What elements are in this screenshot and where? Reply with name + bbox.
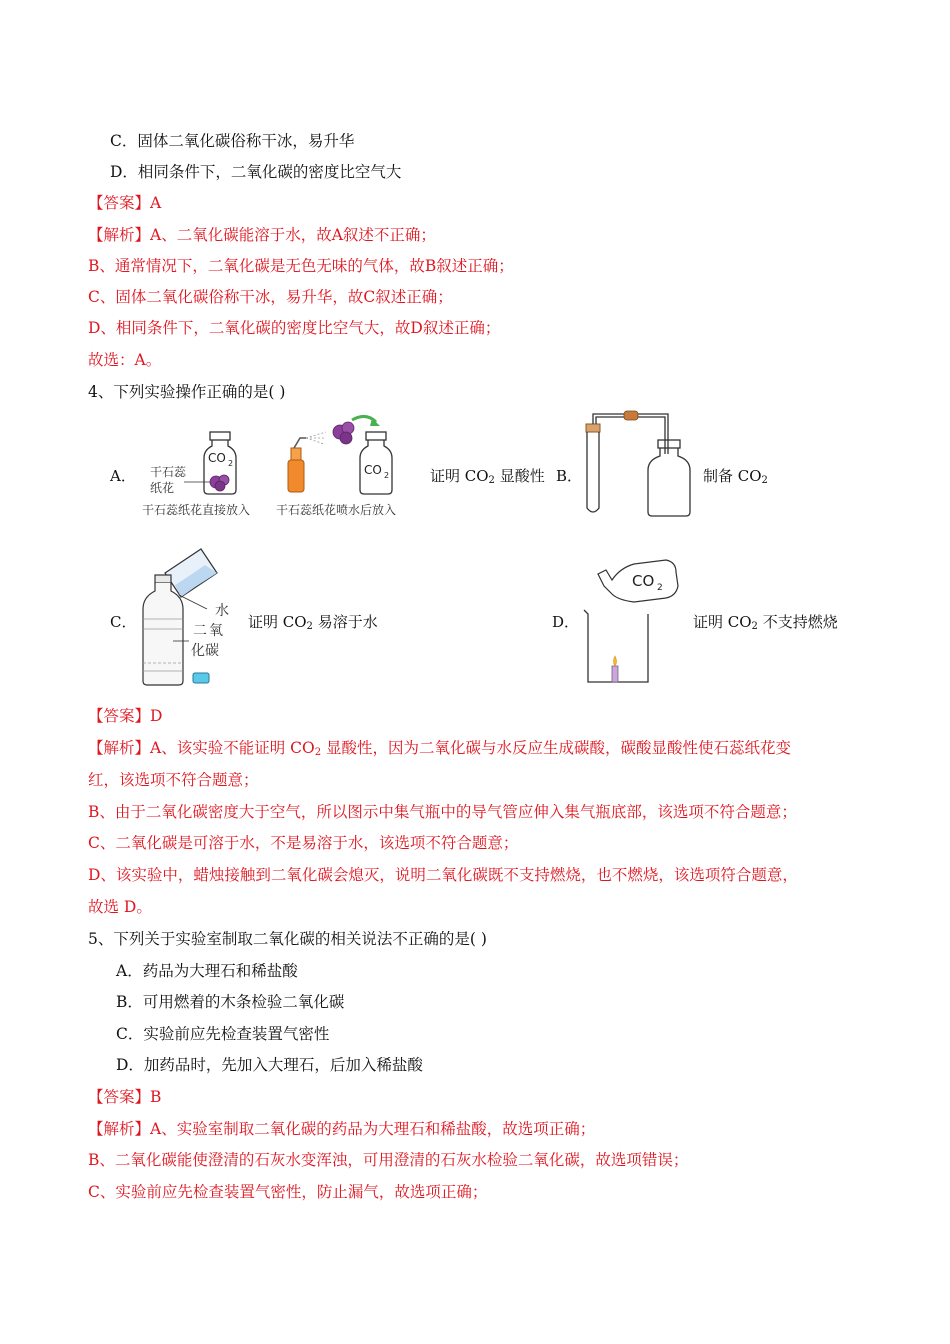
q4-analysis-a-sub: 2 (314, 747, 322, 758)
q4-d-co2: CO (632, 572, 655, 590)
plastic-bottle (143, 583, 183, 685)
q4-b-figure (580, 410, 695, 522)
q4-a-co2-2-sub: 2 (384, 471, 390, 480)
q4-c-desc-sub: 2 (306, 621, 313, 632)
q4-d-desc-post: 不支持燃烧 (757, 613, 838, 631)
q3-analysis-a: A、二氧化碳能溶于水，故A叙述不正确； (150, 226, 436, 244)
q4-a-flower-label-2: 纸花 (150, 481, 175, 495)
q4-stem: 4、下列实验操作正确的是( ) (88, 383, 286, 401)
q4-c-gas-3: 化碳 (191, 643, 219, 659)
q4-c-label: C． (110, 613, 137, 631)
gas-collecting-bottle (648, 448, 690, 516)
candle (612, 666, 618, 682)
q4-d-label: D． (552, 613, 580, 631)
q4-b-label: B． (556, 467, 583, 485)
q4-d-co2-sub: 2 (657, 583, 663, 593)
q4-a-co2-1-sub: 2 (228, 459, 234, 468)
loose-cap (193, 673, 209, 683)
q4-c-gas-1: 二 (193, 623, 207, 639)
delivery-tube-inner (596, 417, 665, 454)
q4-a-caption-2: 干石蕊纸花喷水后放入 (276, 503, 397, 517)
q3-analysis-b: B、通常情况下，二氧化碳是无色无味的气体，故B叙述正确； (88, 257, 514, 275)
q5-analysis-c: C、实验前应先检查装置气密性，防止漏气，故选项正确； (88, 1183, 488, 1201)
q4-a-desc-pre: 证明 CO (430, 467, 489, 485)
q4-d-desc-pre: 证明 CO (693, 613, 752, 631)
q4-b-desc-pre: 制备 CO (703, 467, 762, 485)
q5-option-b: B．可用燃着的木条检验二氧化碳 (116, 993, 345, 1011)
q4-analysis-tag: 【解析】 (88, 739, 151, 757)
q3-analysis-d: D、相同条件下，二氧化碳的密度比空气大，故D叙述正确； (88, 319, 501, 337)
q4-a-flower-label-1: 干石蕊 (150, 465, 187, 479)
q5-answer: 【答案】B (88, 1088, 162, 1106)
q4-d-figure (580, 558, 680, 688)
q4-analysis-a-cont: 红，该选项不符合题意； (88, 771, 259, 789)
gas-bottle-2 (360, 432, 392, 494)
q5-option-d: D．加药品时，先加入大理石，后加入稀盐酸 (116, 1056, 423, 1074)
wet-flower (333, 422, 354, 444)
q3-analysis-line-1 (88, 225, 436, 245)
q3-option-d: D．相同条件下，二氧化碳的密度比空气大 (110, 163, 402, 181)
q4-analysis-d: D、该实验中，蜡烛接触到二氧化碳会熄灭，说明二氧化碳既不支持燃烧，也不燃烧，该选项符合题意， (88, 866, 798, 884)
q3-answer: 【答案】A (88, 194, 162, 212)
q5-option-a: A．药品为大理石和稀盐酸 (116, 962, 298, 980)
test-tube (587, 432, 599, 512)
q4-c-desc-post: 易溶于水 (312, 613, 378, 631)
q5-analysis-a: A、实验室制取二氧化碳的药品为大理石和稀盐酸，故选项正确； (150, 1120, 596, 1138)
q4-d-desc (693, 611, 838, 632)
gas-bottle-1 (184, 432, 236, 494)
q3-conclusion: 故选：A。 (88, 351, 162, 369)
q4-a-co2-2: CO (364, 463, 382, 477)
q4-analysis-a-post: 显酸性，因为二氧化碳与水反应生成碳酸，碳酸显酸性使石蕊纸花变 (321, 739, 792, 757)
q4-conclusion: 故选 D。 (88, 898, 152, 916)
q5-analysis-b: B、二氧化碳能使澄清的石灰水变浑浊，可用澄清的石灰水检验二氧化碳，故选项错误； (88, 1151, 689, 1169)
q4-a-desc-post: 显酸性 (494, 467, 545, 485)
q4-c-water: 水 (215, 603, 229, 619)
q3-analysis-tag: 【解析】 (88, 226, 151, 244)
q3-analysis-c: C、固体二氧化碳俗称干冰，易升华，故C叙述正确； (88, 288, 453, 306)
q5-option-c: C．实验前应先检查装置气密性 (116, 1025, 330, 1043)
q4-analysis-line-1 (88, 738, 791, 763)
rubber-joint (624, 411, 638, 420)
q4-c-desc-pre: 证明 CO (248, 613, 307, 631)
q4-b-desc-sub: 2 (761, 475, 768, 486)
q5-stem: 5、下列关于实验室制取二氧化碳的相关说法不正确的是( ) (88, 930, 487, 948)
bottle-cap (155, 575, 171, 583)
q4-c-figure (135, 545, 245, 690)
q4-answer: 【答案】D (88, 707, 163, 725)
q4-b-desc (703, 465, 768, 486)
q4-a-desc-sub: 2 (488, 475, 495, 486)
q4-d-desc-sub: 2 (751, 621, 758, 632)
q5-analysis-line-1 (88, 1119, 595, 1139)
q4-a-co2-1: CO (208, 451, 226, 465)
q4-a-label: A． (110, 467, 136, 485)
q4-a-desc (430, 465, 545, 486)
q4-a-figure (140, 410, 425, 520)
q4-analysis-c: C、二氧化碳是可溶于水，不是易溶于水，该选项不符合题意； (88, 834, 519, 852)
q4-analysis-a-pre: A、该实验不能证明 CO (150, 739, 315, 757)
q4-a-caption-1: 干石蕊纸花直接放入 (142, 503, 251, 517)
q4-c-desc (248, 611, 378, 632)
rubber-stopper (586, 424, 600, 432)
candle-flame (614, 656, 617, 666)
q4-analysis-b: B、由于二氧化碳密度大于空气，所以图示中集气瓶中的导气管应伸入集气瓶底部，该选项不符合题意； (88, 803, 797, 821)
q5-analysis-tag: 【解析】 (88, 1120, 151, 1138)
q3-option-c: C．固体二氧化碳俗称干冰，易升华 (110, 132, 355, 150)
spray-bottle (288, 432, 326, 492)
bottle-cap (658, 440, 680, 448)
q4-c-gas-2: 氧 (209, 623, 223, 639)
